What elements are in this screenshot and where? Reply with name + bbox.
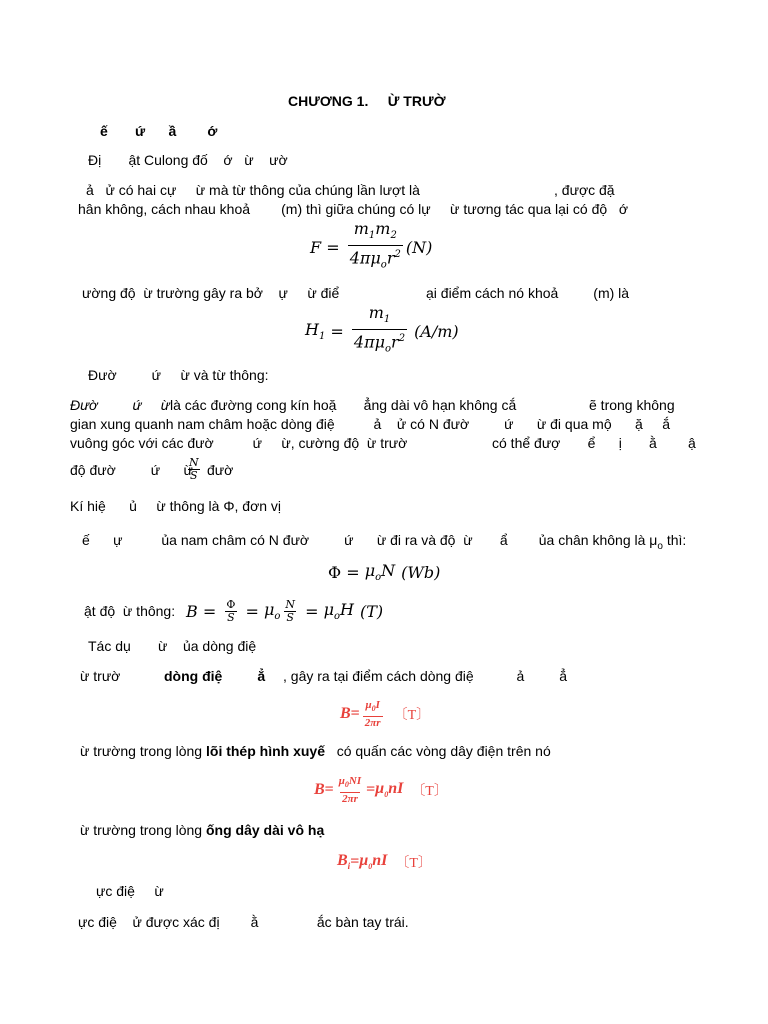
text-line: Đườ ứ ừ — [70, 397, 170, 413]
text-line: hân không, cách nhau khoả (m) thì giữa chúng có lự ừ tương tác qua lại có độ ớ — [78, 201, 629, 217]
unit-label: (N) — [405, 237, 433, 257]
text-line: ừ trường trong lòng ống dây dài vô hạ — [80, 822, 325, 838]
text-line: ế ự ủa nam châm có N đườ ứ ừ đi ra và độ ừ ẩ ủa chân không là $\mu_o$ thì: — [82, 532, 687, 552]
text-line: ừ trườ — [80, 668, 121, 684]
field-strength-equation: $H_1$ = $\frac{m_1}{4\pi\mu_or^2}$ (A/m) — [305, 306, 459, 356]
solenoid-field-equation: $B_i$ = $\mu_0nI$ 〔T〕 — [337, 852, 432, 872]
text-line: ực điệ ử được xác đị ằ ắc bàn tay trái. — [78, 914, 409, 930]
text-line: ả ử có hai cự ừ mà từ thông của chúng lần lượt là — [86, 182, 420, 198]
coulomb-force-equation: F = $\frac{m_1m_2}{4\pi\mu_or^2}$ (N) — [310, 222, 432, 272]
magnetic-force-heading: ực điệ ừ — [96, 883, 164, 899]
text-line: ừ trường trong lòng lõi thép hình xuyế có quấn các vòng dây điện trên nó — [80, 743, 551, 759]
text-line: dòng điệ ẳ — [164, 668, 266, 684]
text-line: ường độ ừ trường gây ra bở ự ừ điể — [82, 285, 340, 301]
flux-density-equation: B = $\frac{\Phi}{S}$ = $\mu_o$ $\frac{N}{S}$ = $\mu_oH$ (T) — [186, 597, 384, 624]
text-line: là các đường cong kín hoặ ẳng dài vô hạn không cắ — [170, 397, 517, 413]
unit-label: 〔T〕 — [395, 856, 432, 871]
section-heading: ế ứ ầ ớ — [100, 123, 218, 139]
text-line: , gây ra tại điểm cách dòng điệ ả ẳ — [283, 668, 568, 684]
unit-label: (T) — [359, 601, 384, 621]
flux-equation: Φ = $\mu_oN$ (Wb) — [328, 560, 441, 584]
text-line: ật độ ừ thông: — [84, 603, 176, 619]
unit-label: (Wb) — [401, 562, 441, 582]
current-effect-heading: Tác dụ ừ ủa dòng điệ — [88, 638, 257, 654]
unit-label: 〔T〕 — [411, 784, 448, 799]
text-line: độ đườ ứ ừ — [70, 462, 193, 478]
unit-label: 〔T〕 — [393, 708, 431, 723]
text-line: ại điểm cách nó khoả (m) là — [426, 285, 630, 301]
field-lines-heading: Đườ ứ ừ và từ thông: — [88, 367, 269, 383]
text-line: đườ — [207, 462, 234, 478]
coulomb-law-heading: Đị ật Culong đố ớ ừ ườ — [88, 152, 288, 168]
chapter-title: CHƯƠNG 1. Ừ TRƯỜ — [288, 93, 446, 109]
flux-symbol-line: Kí hiệ ủ ừ thông là Φ, đơn vị — [70, 498, 282, 514]
toroid-field-equation: B = $\frac{\mu_0NI}{2\pi r}$ = $\mu_0nI$ 〔T〕 — [314, 775, 448, 805]
text-line: ẽ trong không — [589, 397, 675, 413]
text-line: vuông góc với các đườ ứ ừ, cường độ ừ trườ — [70, 435, 408, 451]
text-line: gian xung quanh nam châm hoặc dòng điệ ả ử có N đườ ứ ừ đi qua mộ ặ ắ — [70, 416, 670, 432]
text-line: , được đặ — [554, 182, 615, 198]
unit-label: (A/m) — [414, 321, 459, 341]
n-over-s-fraction: $\frac{N}{S}$ — [189, 455, 199, 482]
text-line: có thể đượ ể ị ằ ậ — [492, 435, 696, 451]
straight-wire-field-equation: B = $\frac{\mu_0I}{2\pi r}$ 〔T〕 — [340, 699, 431, 729]
